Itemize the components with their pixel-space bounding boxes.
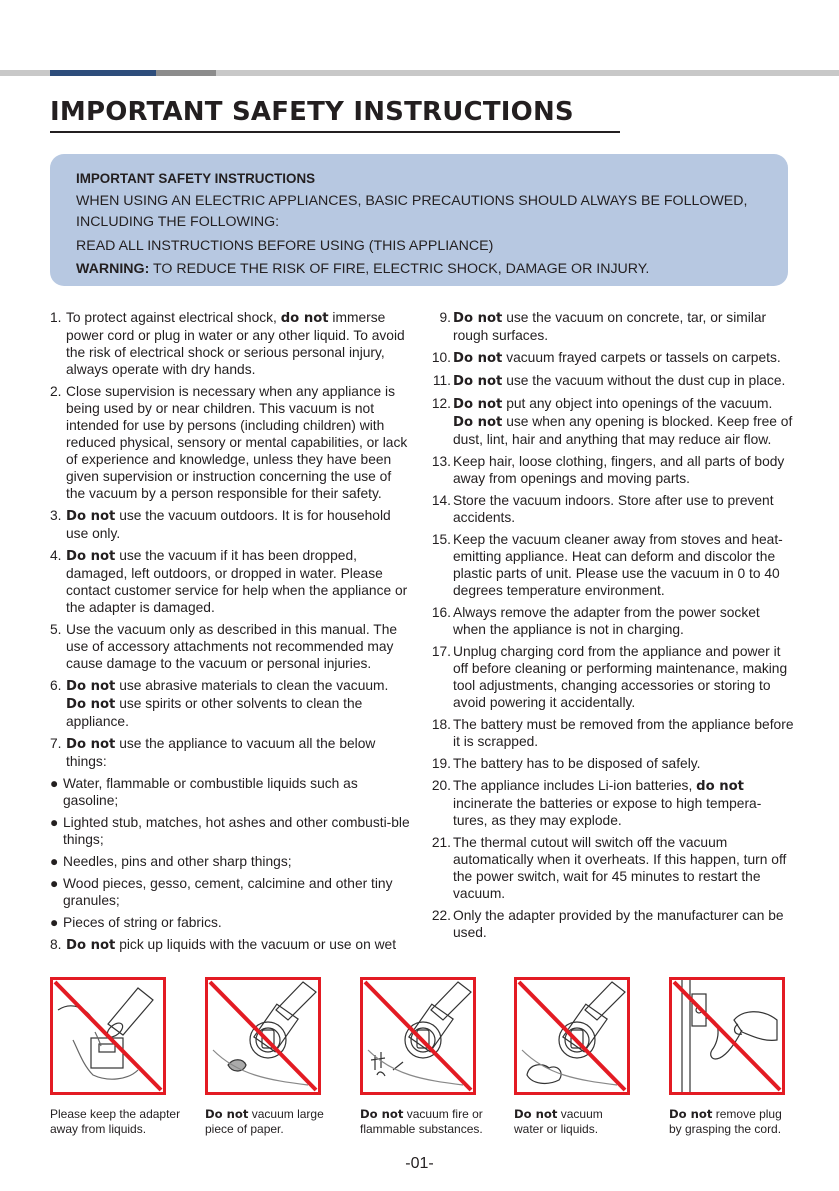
instruction-5: 5. Use the vacuum only as described in this manual. The use of accessory attachments not recommended may cause damage to the vacuum or personal injuries. bbox=[50, 622, 398, 671]
notice-box bbox=[50, 154, 788, 286]
adapter-liquid-prohibition-icon bbox=[50, 977, 166, 1095]
paper-prohibition-icon bbox=[205, 977, 321, 1095]
caption-fire: Do not vacuum fire or flammable substances. bbox=[360, 1107, 483, 1136]
water-prohibition-icon bbox=[514, 977, 630, 1095]
instruction-17: 17. Unplug charging cord from the appliance and power it off before cleaning or performing maintenance, making tool adjustments, changing accessories or storing to avoid powering it accidentally. bbox=[431, 644, 788, 710]
header-rule bbox=[0, 70, 839, 76]
instructions-right-column bbox=[424, 309, 794, 946]
instruction-10: 10. Do not vacuum frayed carpets or tassels on carpets. bbox=[431, 350, 781, 366]
header-rule-accent bbox=[50, 70, 156, 76]
instruction-4: 4. Do not use the vacuum if it has been dropped, damaged, left outdoors, or dropped in water. Please contact customer service for help when the appliance or the adapter is damaged. bbox=[50, 548, 408, 615]
instruction-7: 7. Do not use the appliance to vacuum all the below things: bbox=[50, 736, 376, 769]
instruction-19: 19. The battery has to be disposed of safely. bbox=[431, 756, 701, 771]
caption-water: Do not vacuum water or liquids. bbox=[514, 1107, 603, 1136]
caption-adapter-liquids: Please keep the adapter away from liquids. bbox=[50, 1107, 181, 1136]
list-item: ● Pieces of string or fabrics. bbox=[50, 915, 222, 930]
notice-line-2: READ ALL INSTRUCTIONS BEFORE USING (THIS APPLIANCE) bbox=[76, 237, 494, 254]
instruction-13: 13. Keep hair, loose clothing, fingers, and all parts of body away from openings and moving parts. bbox=[431, 454, 785, 486]
page-number: -01- bbox=[405, 1155, 434, 1172]
notice-warning bbox=[76, 259, 762, 281]
instruction-8: 8. Do not pick up liquids with the vacuum or use on wet bbox=[50, 937, 397, 953]
instruction-12: 12. Do not put any object into openings of the vacuum. Do not use when any opening is blocked. Keep free of dust, lint, hair and anything that may reduce air flow. bbox=[431, 396, 793, 447]
instruction-9: 9. Do not use the vacuum on concrete, tar, or similar rough surfaces. bbox=[439, 310, 767, 343]
instruction-22: 22. Only the adapter provided by the manufacturer can be used. bbox=[431, 908, 784, 940]
instruction-6: 6. Do not use abrasive materials to clean the vacuum. Do not use spirits or other solvents to clean the appliance. bbox=[50, 678, 389, 729]
list-item: ● Needles, pins and other sharp things; bbox=[50, 854, 292, 869]
list-item: ● Water, flammable or combustible liquids such as gasoline; bbox=[50, 776, 358, 808]
instruction-14: 14. Store the vacuum indoors. Store after use to prevent accidents. bbox=[431, 493, 774, 525]
instruction-18: 18. The battery must be removed from the appliance before it is scrapped. bbox=[431, 717, 794, 749]
instruction-15: 15. Keep the vacuum cleaner away from stoves and heat-emitting appliance. Heat can deform and discolor the plastic parts of unit. Please use the vacuum in 0 to 40 degrees temperature environment. bbox=[431, 532, 783, 598]
instruction-1: 1. To protect against electrical shock, do not immerse power cord or plug in water or any other liquid. To avoid the risk of electrical shock or serious personal injury, always operate with dry hands. bbox=[50, 310, 405, 377]
list-item: ● Wood pieces, gesso, cement, calcimine and other tiny granules; bbox=[50, 876, 393, 908]
header-rule-secondary bbox=[156, 70, 216, 76]
notice-line-1: WHEN USING AN ELECTRIC APPLIANCES, BASIC PRECAUTIONS SHOULD ALWAYS BE FOLLOWED, INCLUDING THE FOLLOWING: bbox=[76, 192, 748, 230]
instruction-2: 2. Close supervision is necessary when any appliance is being used by or near children. This vacuum is not intended for use by persons (including children) with reduced physical, sensory or mental capabilities, or lack of experience and knowledge, unless they have been given supervision or instruction concerning the use of the vacuum by a person responsible for their safety. bbox=[50, 384, 408, 501]
warning-label: WARNING: bbox=[76, 261, 150, 277]
instruction-11: 11. Do not use the vacuum without the dust cup in place. bbox=[432, 373, 786, 389]
instruction-3: 3. Do not use the vacuum outdoors. It is for household use only. bbox=[50, 508, 391, 541]
list-item: ● Lighted stub, matches, hot ashes and other combusti-ble things; bbox=[50, 815, 410, 847]
caption-remove-plug: Do not remove plug by grasping the cord. bbox=[669, 1107, 782, 1136]
pull-cord-prohibition-icon bbox=[669, 977, 785, 1095]
instructions-left-column bbox=[50, 309, 410, 959]
page-title: IMPORTANT SAFETY INSTRUCTIONS bbox=[50, 97, 620, 133]
instruction-16: 16. Always remove the adapter from the power socket when the appliance is not in charging. bbox=[431, 605, 760, 637]
instruction-21: 21. The thermal cutout will switch off the vacuum automatically when it overheats. If this happen, turn off the power switch, wait for 45 minutes to restart the vacuum. bbox=[431, 835, 787, 901]
fire-prohibition-icon bbox=[360, 977, 476, 1095]
notice-heading: IMPORTANT SAFETY INSTRUCTIONS bbox=[76, 171, 316, 186]
instruction-20: 20. The appliance includes Li-ion batteries, do not incinerate the batteries or expose to high tempera-tures, as they may explode. bbox=[431, 778, 762, 828]
caption-large-paper: Do not vacuum large piece of paper. bbox=[205, 1107, 324, 1136]
warning-text: TO REDUCE THE RISK OF FIRE, ELECTRIC SHOCK, DAMAGE OR INJURY. bbox=[149, 261, 650, 277]
